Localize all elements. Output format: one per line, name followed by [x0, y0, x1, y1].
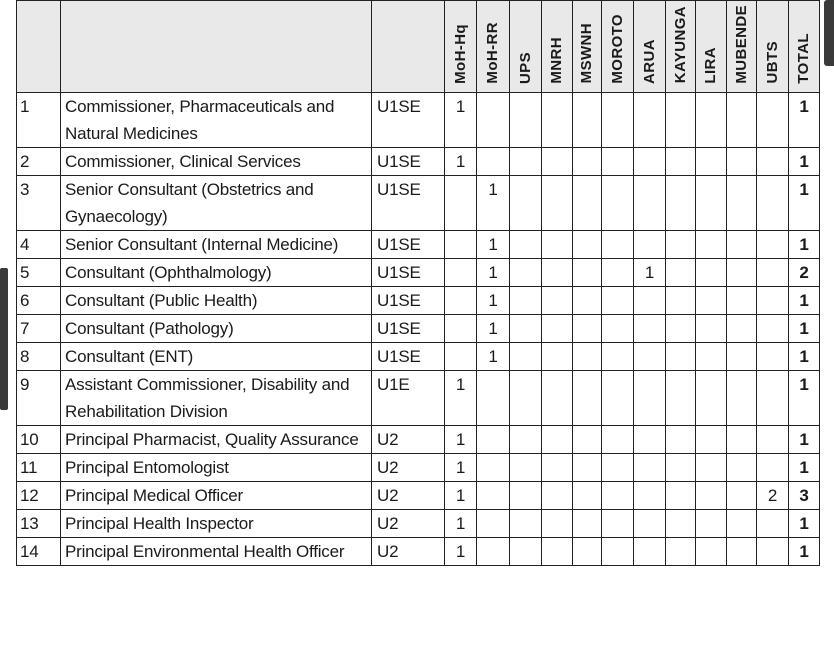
total-cell: 1 [789, 92, 820, 147]
salary-scale: U2 [372, 537, 445, 565]
row-number: 7 [17, 314, 61, 342]
count-cell [757, 92, 789, 147]
post-title: Consultant (ENT) [61, 342, 372, 370]
count-cell [573, 453, 602, 481]
count-cell: 1 [445, 92, 477, 147]
table-row [17, 453, 820, 481]
count-cell [477, 509, 510, 537]
count-cell [696, 481, 727, 509]
count-cell [634, 509, 666, 537]
count-cell [634, 147, 666, 175]
count-cell: 1 [477, 175, 510, 230]
count-cell [666, 425, 696, 453]
count-cell [477, 453, 510, 481]
count-cell [696, 370, 727, 425]
count-cell [510, 481, 542, 509]
row-number: 4 [17, 230, 61, 258]
total-cell: 1 [789, 370, 820, 425]
count-cell [634, 175, 666, 230]
count-cell [696, 314, 727, 342]
count-cell [445, 258, 477, 286]
post-title: Commissioner, Clinical Services [61, 147, 372, 175]
col-header-ubts [757, 1, 789, 93]
table-row [17, 258, 820, 286]
count-cell [666, 175, 696, 230]
count-cell [634, 425, 666, 453]
count-cell [477, 147, 510, 175]
col-header-label: LIRA [702, 47, 719, 84]
count-cell [727, 258, 757, 286]
total-cell: 2 [789, 258, 820, 286]
count-cell [542, 342, 573, 370]
count-cell [666, 147, 696, 175]
count-cell [477, 92, 510, 147]
count-cell [666, 342, 696, 370]
table-row [17, 147, 820, 175]
count-cell [573, 258, 602, 286]
total-cell: 1 [789, 537, 820, 565]
row-number: 14 [17, 537, 61, 565]
count-cell: 2 [757, 481, 789, 509]
total-cell: 1 [789, 230, 820, 258]
count-cell [510, 425, 542, 453]
col-header-label: MNRH [548, 37, 565, 84]
count-cell [634, 481, 666, 509]
count-cell: 1 [477, 258, 510, 286]
count-cell [602, 370, 634, 425]
col-header-moh-rr [477, 1, 510, 93]
count-cell [666, 258, 696, 286]
count-cell [602, 286, 634, 314]
row-number: 2 [17, 147, 61, 175]
count-cell [510, 509, 542, 537]
total-cell: 1 [789, 175, 820, 230]
count-cell [666, 537, 696, 565]
total-cell: 1 [789, 342, 820, 370]
table-header [17, 1, 820, 93]
count-cell [573, 425, 602, 453]
count-cell [602, 453, 634, 481]
count-cell [445, 286, 477, 314]
table-row [17, 342, 820, 370]
count-cell: 1 [477, 286, 510, 314]
count-cell [602, 147, 634, 175]
count-cell [573, 286, 602, 314]
count-cell [727, 92, 757, 147]
col-header-label: TOTAL [795, 33, 812, 84]
salary-scale: U1SE [372, 92, 445, 147]
count-cell [666, 481, 696, 509]
count-cell [573, 175, 602, 230]
row-number: 6 [17, 286, 61, 314]
post-title: Principal Pharmacist, Quality Assurance [61, 425, 372, 453]
count-cell [757, 425, 789, 453]
count-cell [573, 147, 602, 175]
count-cell [757, 453, 789, 481]
count-cell [542, 92, 573, 147]
count-cell [634, 230, 666, 258]
count-cell [602, 92, 634, 147]
count-cell [602, 258, 634, 286]
count-cell [696, 147, 727, 175]
count-cell [542, 370, 573, 425]
post-title: Principal Medical Officer [61, 481, 372, 509]
count-cell [634, 453, 666, 481]
count-cell [573, 230, 602, 258]
count-cell [634, 342, 666, 370]
count-cell [666, 509, 696, 537]
count-cell [445, 175, 477, 230]
total-cell: 1 [789, 314, 820, 342]
count-cell [542, 230, 573, 258]
col-header-arua [634, 1, 666, 93]
count-cell [727, 425, 757, 453]
count-cell [510, 537, 542, 565]
row-number: 9 [17, 370, 61, 425]
post-title: Principal Entomologist [61, 453, 372, 481]
total-cell: 1 [789, 286, 820, 314]
row-number: 3 [17, 175, 61, 230]
count-cell: 1 [445, 537, 477, 565]
col-header-lira [696, 1, 727, 93]
count-cell [757, 509, 789, 537]
count-cell [510, 453, 542, 481]
salary-scale: U1SE [372, 258, 445, 286]
count-cell [445, 314, 477, 342]
count-cell [666, 286, 696, 314]
count-cell: 1 [445, 147, 477, 175]
count-cell [510, 258, 542, 286]
count-cell [666, 92, 696, 147]
post-title: Consultant (Pathology) [61, 314, 372, 342]
col-header-ups [510, 1, 542, 93]
count-cell [445, 230, 477, 258]
count-cell [696, 509, 727, 537]
count-cell [634, 537, 666, 565]
count-cell [666, 314, 696, 342]
count-cell [510, 342, 542, 370]
count-cell: 1 [477, 314, 510, 342]
count-cell: 1 [445, 481, 477, 509]
count-cell [696, 92, 727, 147]
row-number: 11 [17, 453, 61, 481]
count-cell [602, 314, 634, 342]
col-header-mnrh [542, 1, 573, 93]
count-cell [602, 342, 634, 370]
table-row [17, 370, 820, 425]
count-cell [477, 425, 510, 453]
salary-scale: U2 [372, 453, 445, 481]
count-cell [510, 175, 542, 230]
table-row [17, 425, 820, 453]
count-cell [602, 425, 634, 453]
col-header-label: UPS [516, 51, 534, 84]
header-title-cell [61, 1, 372, 93]
count-cell [510, 92, 542, 147]
row-number: 13 [17, 509, 61, 537]
col-header-mubende [727, 1, 757, 93]
count-cell [573, 314, 602, 342]
table-row [17, 286, 820, 314]
table-row [17, 537, 820, 565]
row-number: 12 [17, 481, 61, 509]
count-cell [696, 286, 727, 314]
count-cell [510, 230, 542, 258]
count-cell: 1 [445, 453, 477, 481]
salary-scale: U1E [372, 370, 445, 425]
salary-scale: U1SE [372, 342, 445, 370]
count-cell [542, 481, 573, 509]
count-cell [666, 230, 696, 258]
count-cell [542, 286, 573, 314]
count-cell [727, 314, 757, 342]
total-cell: 1 [789, 425, 820, 453]
count-cell [542, 147, 573, 175]
count-cell [542, 537, 573, 565]
col-header-label: MoH-Hq [451, 23, 469, 84]
count-cell [445, 342, 477, 370]
count-cell [510, 370, 542, 425]
post-title: Commissioner, Pharmaceuticals and Natural Medicines [61, 92, 372, 147]
count-cell [757, 537, 789, 565]
count-cell [602, 481, 634, 509]
count-cell [757, 286, 789, 314]
table-row [17, 92, 820, 147]
salary-scale: U2 [372, 481, 445, 509]
count-cell: 1 [445, 509, 477, 537]
count-cell [757, 342, 789, 370]
count-cell [602, 230, 634, 258]
count-cell [602, 175, 634, 230]
count-cell [757, 370, 789, 425]
count-cell [510, 286, 542, 314]
count-cell: 1 [634, 258, 666, 286]
count-cell [542, 425, 573, 453]
salary-scale: U2 [372, 425, 445, 453]
count-cell [727, 537, 757, 565]
post-title: Consultant (Ophthalmology) [61, 258, 372, 286]
count-cell [477, 481, 510, 509]
row-number: 1 [17, 92, 61, 147]
count-cell [634, 286, 666, 314]
count-cell [727, 370, 757, 425]
count-cell [602, 537, 634, 565]
row-number: 8 [17, 342, 61, 370]
total-cell: 3 [789, 481, 820, 509]
count-cell: 1 [477, 342, 510, 370]
count-cell [542, 258, 573, 286]
row-number: 5 [17, 258, 61, 286]
count-cell [757, 147, 789, 175]
col-header-label: ARUA [640, 38, 658, 84]
count-cell [634, 314, 666, 342]
post-title: Senior Consultant (Obstetrics and Gynaecology) [61, 175, 372, 230]
count-cell [573, 537, 602, 565]
table-row [17, 314, 820, 342]
count-cell [573, 370, 602, 425]
salary-scale: U2 [372, 509, 445, 537]
table-body [17, 92, 820, 565]
count-cell [696, 425, 727, 453]
col-header-label: UBTS [763, 41, 781, 84]
count-cell [542, 509, 573, 537]
count-cell [542, 453, 573, 481]
count-cell [573, 481, 602, 509]
count-cell [757, 258, 789, 286]
count-cell [477, 537, 510, 565]
count-cell [477, 370, 510, 425]
right-scroll-handle[interactable] [824, 0, 834, 66]
col-header-moh-hq [445, 1, 477, 93]
table-row [17, 481, 820, 509]
count-cell [573, 509, 602, 537]
count-cell [573, 342, 602, 370]
count-cell [696, 230, 727, 258]
count-cell [666, 370, 696, 425]
count-cell [510, 147, 542, 175]
header-number-cell [17, 1, 61, 93]
count-cell: 1 [445, 370, 477, 425]
count-cell [757, 230, 789, 258]
post-title: Principal Health Inspector [61, 509, 372, 537]
count-cell [727, 175, 757, 230]
count-cell [634, 92, 666, 147]
count-cell: 1 [445, 425, 477, 453]
count-cell [727, 342, 757, 370]
count-cell [727, 509, 757, 537]
count-cell [510, 314, 542, 342]
count-cell [696, 175, 727, 230]
count-cell [696, 258, 727, 286]
staffing-table [16, 0, 820, 566]
post-title: Principal Environmental Health Officer [61, 537, 372, 565]
salary-scale: U1SE [372, 230, 445, 258]
count-cell [727, 230, 757, 258]
count-cell [696, 537, 727, 565]
count-cell [696, 453, 727, 481]
count-cell [634, 370, 666, 425]
count-cell [757, 175, 789, 230]
table-row [17, 230, 820, 258]
post-title: Senior Consultant (Internal Medicine) [61, 230, 372, 258]
col-header-mswnh [573, 1, 602, 93]
row-number: 10 [17, 425, 61, 453]
header-row [17, 1, 820, 93]
count-cell [696, 342, 727, 370]
total-cell: 1 [789, 509, 820, 537]
count-cell [542, 314, 573, 342]
total-cell: 1 [789, 147, 820, 175]
count-cell [542, 175, 573, 230]
table-container [16, 0, 820, 566]
post-title: Consultant (Public Health) [61, 286, 372, 314]
col-header-kayunga [666, 1, 696, 93]
col-header-label: MSWNH [578, 23, 595, 84]
count-cell [757, 314, 789, 342]
col-header-label: MoH-RR [484, 22, 501, 84]
count-cell [666, 453, 696, 481]
total-cell: 1 [789, 453, 820, 481]
count-cell [727, 481, 757, 509]
table-row [17, 509, 820, 537]
left-scroll-handle[interactable] [0, 268, 8, 410]
count-cell [727, 147, 757, 175]
salary-scale: U1SE [372, 314, 445, 342]
count-cell [602, 509, 634, 537]
post-title: Assistant Commissioner, Disability and Rehabilitation Division [61, 370, 372, 425]
count-cell [573, 92, 602, 147]
salary-scale: U1SE [372, 147, 445, 175]
count-cell [727, 286, 757, 314]
col-header-label: MUBENDE [732, 5, 750, 84]
col-header-total [789, 1, 820, 93]
col-header-label: KAYUNGA [671, 6, 689, 84]
salary-scale: U1SE [372, 175, 445, 230]
table-row [17, 175, 820, 230]
header-scale-cell [372, 1, 445, 93]
count-cell: 1 [477, 230, 510, 258]
col-header-moroto [602, 1, 634, 93]
count-cell [727, 453, 757, 481]
salary-scale: U1SE [372, 286, 445, 314]
col-header-label: MOROTO [608, 14, 626, 84]
